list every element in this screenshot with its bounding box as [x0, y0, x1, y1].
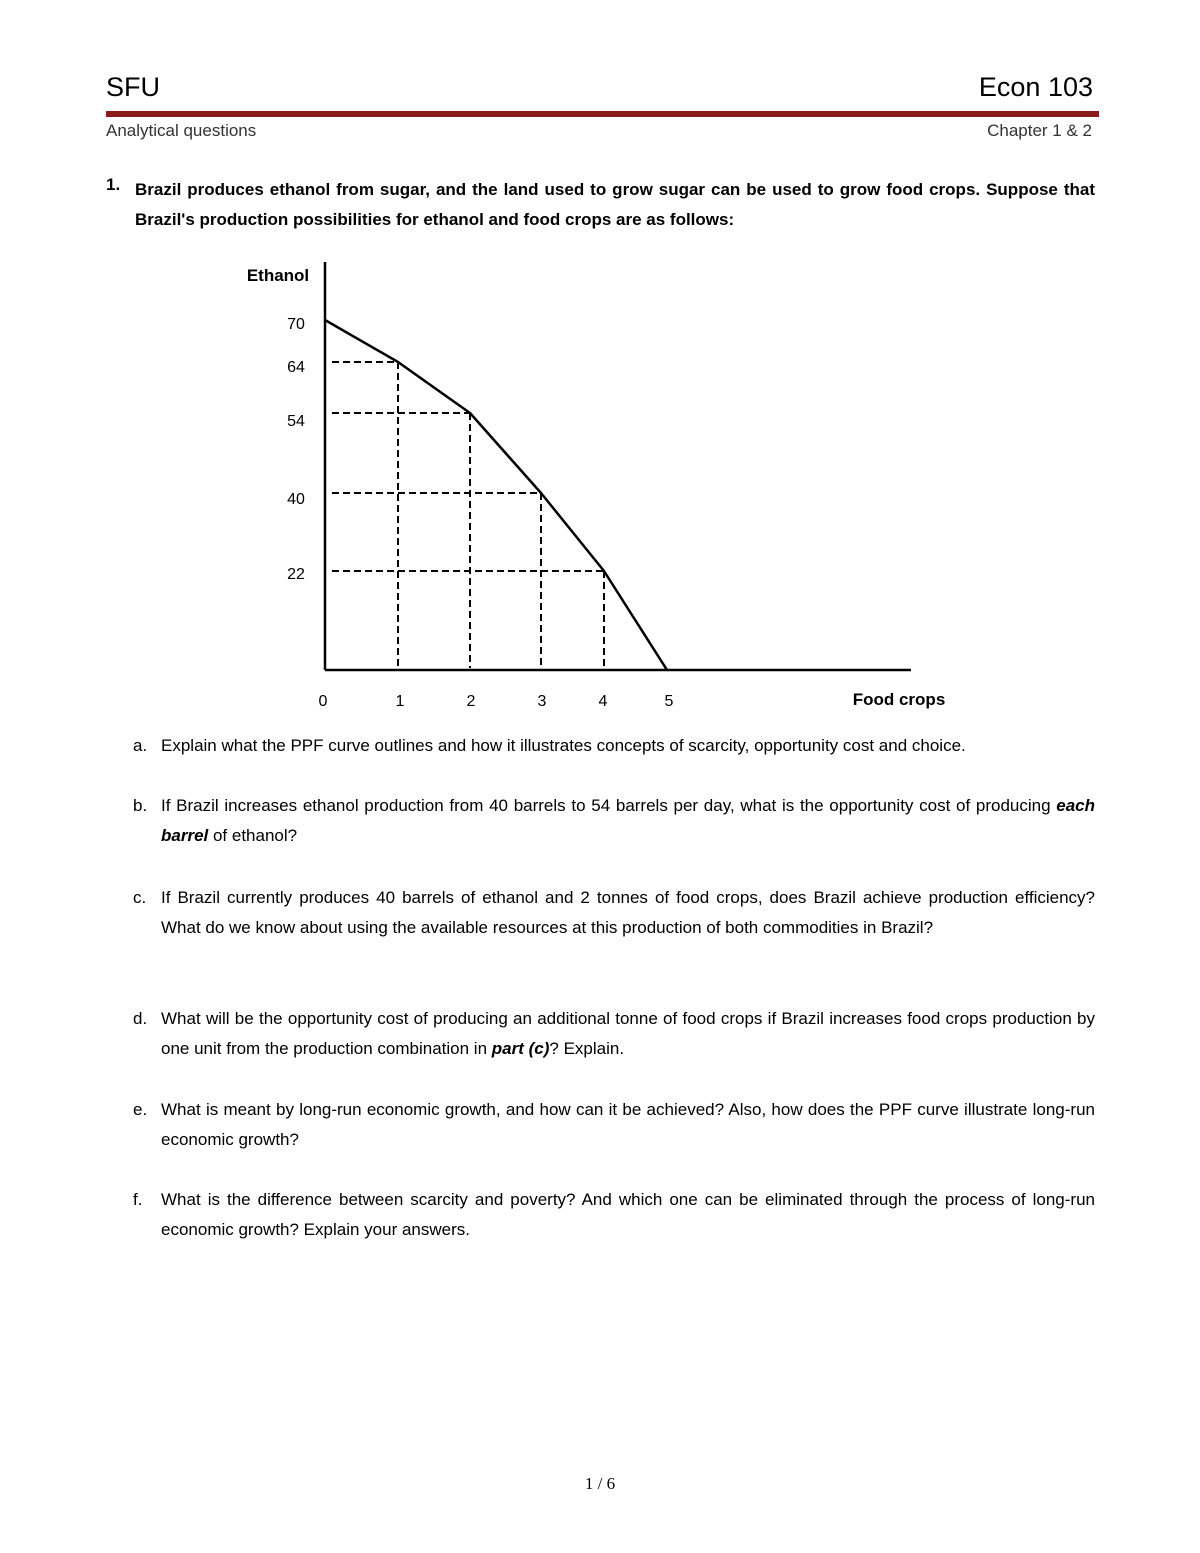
y-tick-label: 64: [287, 359, 305, 376]
page-number: 1 / 6: [584, 1474, 616, 1493]
x-tick-label: 0: [318, 693, 328, 710]
section-title: Analytical questions: [106, 121, 257, 140]
subquestion-text-part: If Brazil increases ethanol production from 40 barrels to 54 barrels per day, what is the opportunity cost of producing: [161, 796, 1057, 815]
subquestion-a: [133, 731, 1095, 761]
subquestion-text-part: ? Explain.: [549, 1039, 625, 1058]
subquestion-c: [133, 883, 1095, 943]
subquestion-text-part: What will be the opportunity cost of producing an additional tonne of food crops if Brazil increases food crops production by one unit from the production combination in: [161, 1009, 1095, 1058]
y-tick-label: 70: [287, 316, 305, 333]
subquestion-text: What is the difference between scarcity and poverty? And which one can be eliminated through the process of long-run economic growth? Explain your answers.: [161, 1190, 1095, 1239]
subquestion-b: [133, 791, 1095, 851]
subquestion-d: [133, 1004, 1095, 1064]
course-code: Econ 103: [978, 72, 1093, 102]
subquestion-label: d.: [133, 1009, 148, 1028]
y-tick-label: 22: [287, 566, 305, 583]
y-tick-label: 54: [287, 413, 305, 430]
subquestion-e: [133, 1095, 1095, 1155]
institution-name: SFU: [106, 72, 160, 102]
y-tick-label: 40: [287, 491, 305, 508]
x-tick-label: 1: [395, 693, 405, 710]
subquestion-text: [161, 1004, 1095, 1064]
question-number: 1.: [106, 175, 121, 194]
emphasis-text: part (c): [491, 1039, 550, 1058]
x-tick-label: 5: [664, 693, 674, 710]
x-tick-label: 4: [598, 693, 608, 710]
subquestion-text: [161, 791, 1095, 851]
subquestion-text-part: of ethanol?: [208, 826, 298, 845]
chapter-label: Chapter 1 & 2: [987, 121, 1092, 140]
y-axis-label: Ethanol: [246, 266, 310, 285]
subquestion-label: b.: [133, 796, 148, 815]
subquestion-label: e.: [133, 1100, 148, 1119]
emphasis-text: each barrel: [161, 796, 1095, 845]
subquestion-label: f.: [133, 1190, 143, 1209]
ppf-chart: [0, 0, 1200, 720]
subquestion-text: If Brazil currently produces 40 barrels of ethanol and 2 tonnes of food crops, does Brazil achieve production efficiency? What do we know about using the available resources at this production of both commodities in Brazil?: [161, 888, 1095, 937]
subquestion-label: a.: [133, 736, 148, 755]
tick-labels: [287, 316, 673, 710]
subquestion-label: c.: [133, 888, 147, 907]
subquestion-text: Explain what the PPF curve outlines and how it illustrates concepts of scarcity, opportunity cost and choice.: [161, 736, 966, 755]
dashed-guides: [332, 362, 604, 668]
x-axis-label: Food crops: [852, 690, 946, 709]
subquestion-f: [133, 1185, 1095, 1245]
question-text: Brazil produces ethanol from sugar, and the land used to grow sugar can be used to grow food crops. Suppose that Brazil's production possibilities for ethanol and food crops are as follows:: [135, 180, 1095, 229]
x-tick-label: 3: [537, 693, 547, 710]
ppf-curve: [325, 320, 667, 670]
subquestion-text: What is meant by long-run economic growth, and how can it be achieved? Also, how does the PPF curve illustrate long-run economic growth?: [161, 1100, 1095, 1149]
x-tick-label: 2: [466, 693, 476, 710]
